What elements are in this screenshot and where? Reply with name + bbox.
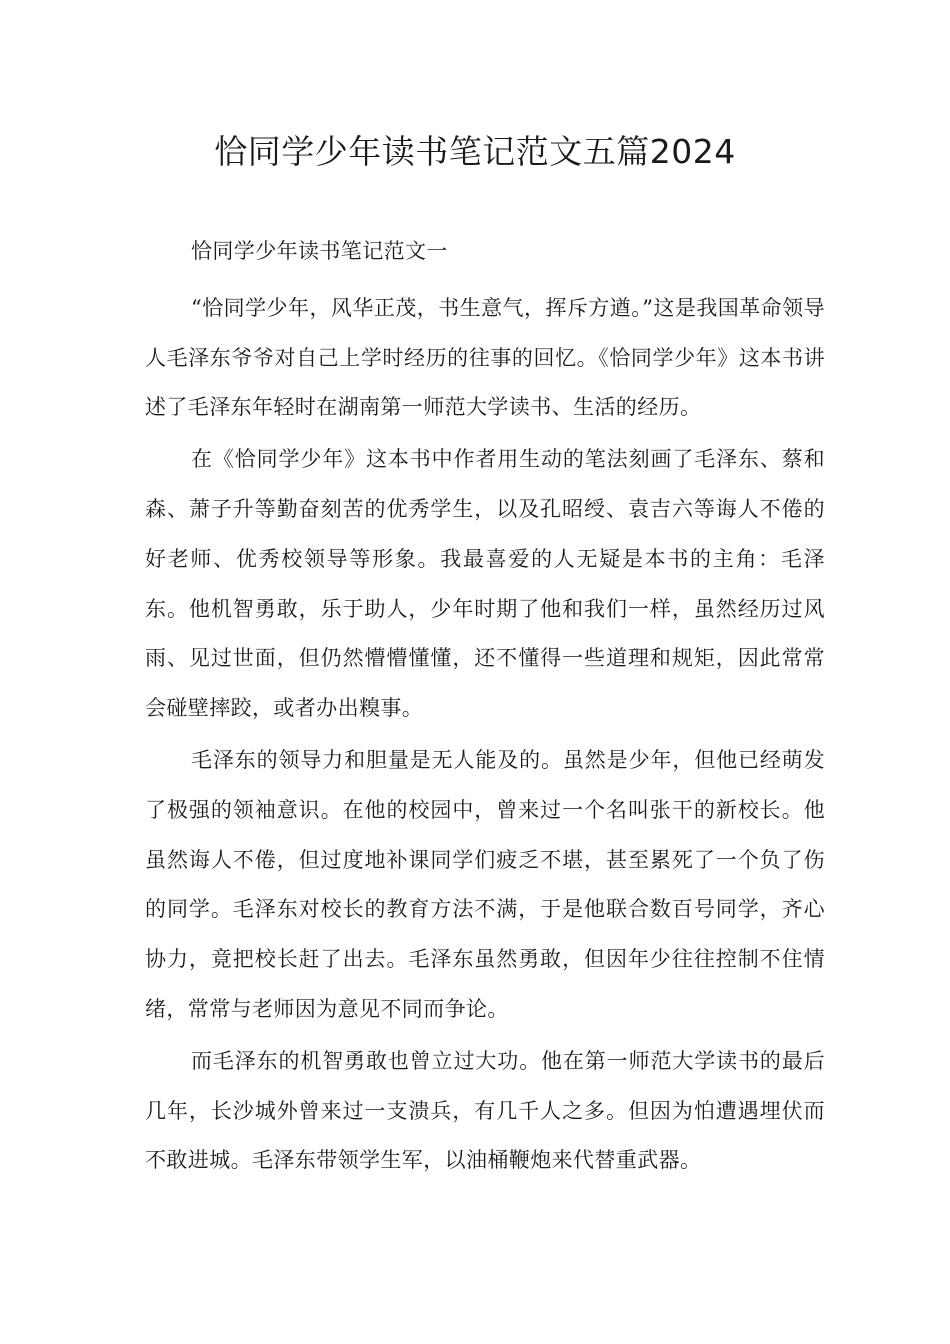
document-title: 恰同学少年读书笔记范文五篇2024: [214, 132, 736, 171]
paragraph-2: 在《恰同学少年》这本书中作者用生动的笔法刻画了毛泽东、蔡和森、萧子升等勤奋刻苦的优秀学生，以及孔昭绶、袁吉六等诲人不倦的好老师、优秀校领导等形象。我最喜爱的人无疑是本书的主角：毛泽东。他机智勇敢，乐于助人，少年时期了他和我们一样，虽然经历过风雨、见过世面，但仍然懵懵懂懂，还不懂得一些道理和规矩，因此常常会碰壁摔跤，或者办出糗事。: [145, 447, 825, 721]
section-heading: 恰同学少年读书笔记范文一: [191, 239, 448, 263]
document-body: [145, 227, 825, 1188]
paragraph-4: 而毛泽东的机智勇敢也曾立过大功。他在第一师范大学读书的最后几年，长沙城外曾来过一支溃兵，有几千人之多。但因为怕遭遇埋伏而不敢进城。毛泽东带领学生军，以油桶鞭炮来代替重武器。: [145, 1048, 825, 1173]
paragraph-1: “恰同学少年，风华正茂，书生意气，挥斥方遒。”这是我国革命领导人毛泽东爷爷对自己上学时经历的往事的回忆。《恰同学少年》这本书讲述了毛泽东年轻时在湖南第一师范大学读书、生活的经历。: [145, 295, 825, 420]
paragraph-3: 毛泽东的领导力和胆量是无人能及的。虽然是少年，但他已经萌发了极强的领袖意识。在他的校园中，曾来过一个名叫张干的新校长。他虽然诲人不倦，但过度地补课同学们疲乏不堪，甚至累死了一个负了伤的同学。毛泽东对校长的教育方法不满，于是他联合数百号同学，齐心协力，竟把校长赶了出去。毛泽东虽然勇敢，但因年少往往控制不住情绪，常常与老师因为意见不同而争论。: [145, 747, 825, 1021]
